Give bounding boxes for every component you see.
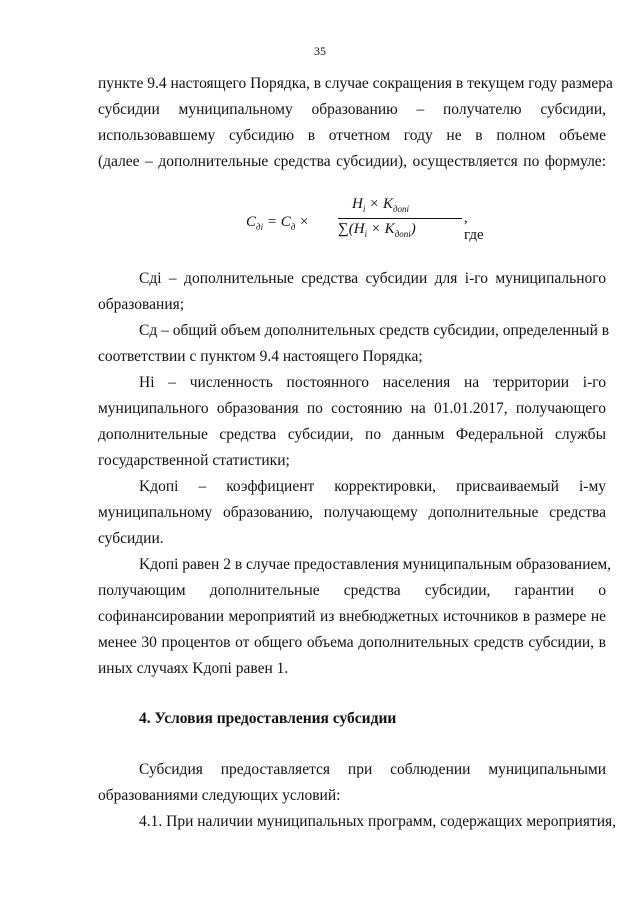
definition-line: иных случаях Kдопi равен 1. [98, 660, 289, 677]
formula-numerator: $H_i \times K_{допi}$ [352, 196, 410, 214]
definition-line: Cдi – дополнительные средства субсидии для i-го муниципального [139, 270, 606, 287]
definition-line: Kдопi – коэффициент корректировки, присваиваемый i-му [139, 478, 606, 495]
definition-line: муниципального образования по состоянию на 01.01.2017, получающего [98, 400, 606, 417]
definition-line: Cд – общий объем дополнительных средств субсидии, определенный в [139, 322, 610, 339]
text-line: использовавшему субсидию в отчетном году не в полном объеме [98, 127, 606, 144]
section-text-line: Субсидия предоставляется при соблюдении муниципальными [139, 761, 606, 778]
definition-line: субсидии. [98, 530, 164, 547]
section-heading: 4. Условия предоставления субсидии [139, 710, 397, 727]
formula [246, 196, 484, 248]
definition-line: соответствии с пунктом 9.4 настоящего Порядка; [98, 348, 423, 365]
section-text-line: образованиями следующих условий: [98, 787, 341, 804]
fraction-bar [338, 218, 462, 219]
definition-line: Kдопi равен 2 в случае предоставления муниципальным образованием, [139, 556, 612, 573]
definition-line: дополнительные средства субсидии, по данным Федеральной службы [98, 426, 606, 443]
text-line: субсидии муниципальному образованию – получателю субсидии, [98, 101, 606, 118]
definition-line: получающим дополнительные средства субсидии, гарантии о [98, 582, 606, 599]
text-line: пункте 9.4 настоящего Порядка, в случае сокращения в текущем году размера [98, 75, 613, 92]
section-text-line: 4.1. При наличии муниципальных программ, содержащих мероприятия, [139, 813, 617, 830]
definition-line: образования; [98, 296, 185, 313]
formula-lhs: $C_{дi} = C_д$ × [246, 214, 310, 232]
formula-denominator: $\sum(H_i \times K_{допi})$ [338, 221, 416, 239]
definition-line: Hi – численность постоянного населения на территории i-го [139, 374, 606, 391]
page-number: 35 [314, 44, 326, 58]
definition-line: софинансировании мероприятий из внебюджетных источников в размере не [98, 608, 606, 625]
definition-line: государственной статистики; [98, 452, 290, 469]
text-line: (далее – дополнительные средства субсидии), осуществляется по формуле: [98, 153, 606, 170]
definition-line: менее 30 процентов от общего объема дополнительных средств субсидии, в [98, 634, 606, 651]
formula-tail: , где [464, 210, 484, 243]
definition-line: муниципальному образованию, получающему дополнительные средства [98, 504, 606, 521]
